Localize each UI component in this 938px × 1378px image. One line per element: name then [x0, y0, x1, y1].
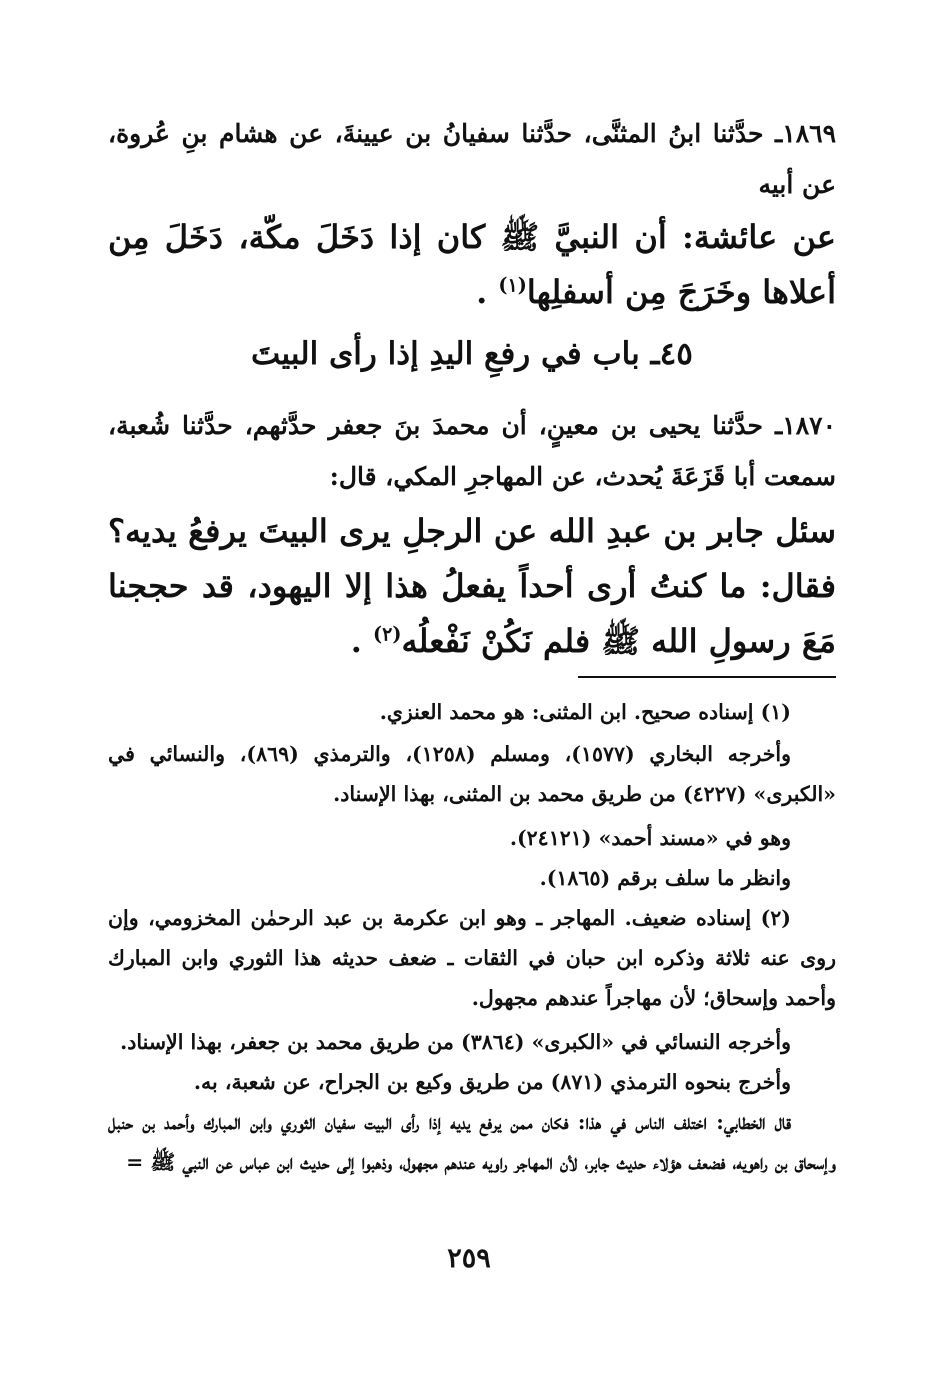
chapter-title: ٤٥ـ باب في رفعِ اليدِ إذا رأى البيتَ	[251, 336, 693, 372]
hadith-1869-end: .	[476, 273, 499, 311]
footnote-1-line-2	[108, 734, 836, 814]
hadith-1869-matn-text: عن عائشة: أن النبيَّ ﷺ كان إذا دَخَلَ مكّة، دَخَلَ مِن أعلاها وخَرَجَ مِن أسفلِها	[108, 218, 836, 311]
footnote-2-line-1	[108, 898, 836, 1018]
footnote-2-line-4-text: قال الخطابي: اختلف الناس في هذا: فكان ممن يرفع يديه إذا رأى البيت سفيان الثوري وابن المبارك وأحمد بن حنبل وإسحاق بن راهويه، فضعف هؤلاء حديث جابر، لأن المهاجر راويه عندهم مجهول، وذهبوا إلى حديث ابن عباس عن النبي ﷺ =	[108, 1110, 836, 1174]
footnote-1-line-2-text: وأخرجه البخاري (١٥٧٧)، ومسلم (١٢٥٨)، والترمذي (٨٦٩)، والنسائي في «الكبرى» (٤٢٢٧) من طريق محمد بن المثنى، بهذا الإسناد.	[108, 742, 836, 806]
footnote-separator	[578, 676, 836, 678]
hadith-1869-matn	[108, 210, 836, 320]
footnote-1-line-1	[108, 692, 836, 732]
footnote-1-line-1-text: (١) إسناده صحيح. ابن المثنى: هو محمد العنزي.	[379, 700, 791, 724]
hadith-1869-chain	[108, 108, 836, 210]
footnote-1-line-4	[108, 858, 836, 898]
hadith-1870-chain-text: ١٨٧٠ـ حدَّثنا يحيى بن معينٍ، أن محمدَ بنَ جعفر حدَّثهم، حدَّثنا شُعبة، سمعت أبا قَزَعَةَ يُحدث، عن المهاجرِ المكي، قال:	[108, 411, 836, 491]
hadith-1870-chain	[108, 400, 836, 502]
footnote-2-line-2	[108, 1022, 836, 1062]
footnote-ref-2[interactable]: (٢)	[372, 622, 402, 646]
footnote-2-line-3-text: وأخرج بنحوه الترمذي (٨٧١) من طريق وكيع بن الجراح، عن شعبة، به.	[193, 1070, 791, 1094]
footnote-1-line-3-text: وهو في «مسند أحمد» (٢٤١٢١).	[509, 826, 791, 850]
page-number-text: ٢٥٩	[447, 1243, 491, 1274]
footnote-2-line-1-text: (٢) إسناده ضعيف. المهاجر ـ وهو ابن عكرمة بن عبد الرحمٰن المخزومي، وإن روى عنه ثلاثة وذكره ابن حبان في الثقات ـ ضعف حديثه هذا الثوري وابن المبارك وأحمد وإسحاق؛ لأن مهاجراً عندهم مجهول.	[108, 906, 836, 1010]
footnote-2-line-4	[108, 1102, 836, 1182]
page-number	[0, 1243, 938, 1274]
chapter-heading	[108, 332, 836, 376]
footnote-ref-1[interactable]: (١)	[498, 273, 527, 297]
hadith-1870-matn-text: سئل جابر بن عبدِ الله عن الرجلِ يرى البيتَ يرفعُ يديه؟ فقال: ما كنتُ أرى أحداً يفعلُ هذا إلا اليهود، قد حججنا مَعَ رسولِ الله ﷺ فلم نَكُنْ نَفْعلُه	[108, 512, 836, 660]
footnote-1-line-3	[108, 818, 836, 858]
hadith-1870-end: .	[350, 622, 373, 660]
footnote-1-line-4-text: وانظر ما سلف برقم (١٨٦٥).	[539, 866, 791, 890]
hadith-1869-chain-text: ١٨٦٩ـ حدَّثنا ابنُ المثنَّى، حدَّثنا سفيانُ بن عيينةَ، عن هشام بنِ عُروة، عن أبيه	[108, 119, 836, 199]
hadith-1870-matn	[108, 504, 836, 669]
footnote-2-line-2-text: وأخرجه النسائي في «الكبرى» (٣٨٦٤) من طريق محمد بن جعفر، بهذا الإسناد.	[120, 1030, 791, 1054]
footnote-2-line-3	[108, 1062, 836, 1102]
